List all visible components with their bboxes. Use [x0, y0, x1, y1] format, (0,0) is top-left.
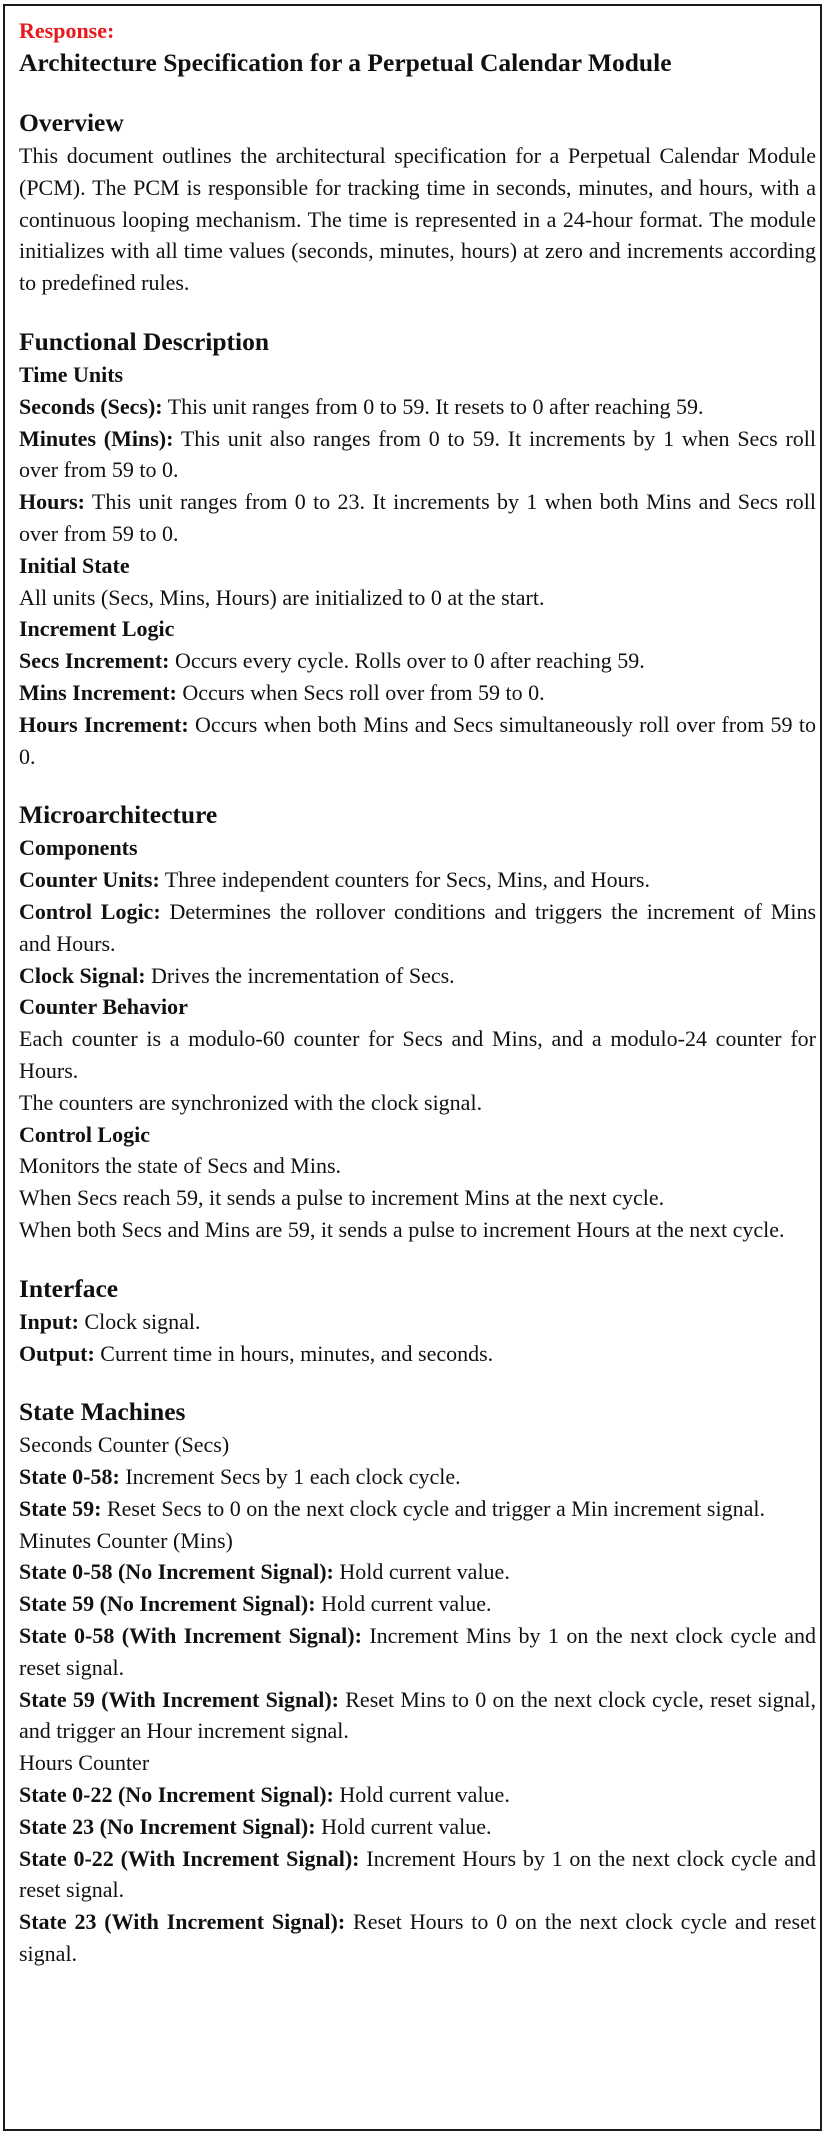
- component-item: [19, 896, 816, 960]
- item-text: Increment Hours by 1 on the next clock cycle and reset signal.: [19, 1845, 816, 1903]
- time-unit-item: [19, 486, 816, 550]
- item-label: Seconds (Secs):: [19, 393, 163, 419]
- item-label: Input:: [19, 1308, 79, 1334]
- overview-heading: Overview: [19, 108, 124, 137]
- item-label: State 0-58 (No Increment Signal):: [19, 1559, 334, 1585]
- mins-counter-title: Minutes Counter (Mins): [19, 1527, 233, 1553]
- interface-item: [19, 1338, 816, 1370]
- increment-logic-item: [19, 709, 816, 773]
- state-machines-heading: State Machines: [19, 1397, 186, 1427]
- control-logic-line: When Secs reach 59, it sends a pulse to increment Mins at the next cycle.: [19, 1185, 665, 1211]
- response-label: Response:: [19, 18, 115, 43]
- item-label: Clock Signal:: [19, 962, 146, 988]
- item-label: State 59 (No Increment Signal):: [19, 1591, 316, 1617]
- component-item: [19, 960, 816, 992]
- item-text: Drives the incrementation of Secs.: [145, 962, 455, 988]
- item-label: State 59 (With Increment Signal):: [19, 1686, 339, 1712]
- initial-state-text: All units (Secs, Mins, Hours) are initialized to 0 at the start.: [19, 584, 545, 610]
- state-item: [19, 1556, 816, 1588]
- component-item: [19, 864, 816, 896]
- item-label: Counter Units:: [19, 867, 160, 893]
- control-logic-line: Monitors the state of Secs and Mins.: [19, 1153, 342, 1179]
- state-item: [19, 1588, 816, 1620]
- item-label: State 23 (No Increment Signal):: [19, 1813, 316, 1839]
- item-label: Control Logic:: [19, 898, 161, 924]
- document-content: [19, 16, 816, 1970]
- time-units-heading: Time Units: [19, 361, 124, 387]
- time-unit-item: [19, 391, 816, 423]
- control-logic-line: When both Secs and Mins are 59, it sends a pulse to increment Hours at the next cycle.: [19, 1216, 785, 1242]
- item-label: State 0-22 (With Increment Signal):: [19, 1845, 360, 1871]
- item-label: Secs Increment:: [19, 648, 170, 674]
- counter-behavior-line: The counters are synchronized with the clock signal.: [19, 1089, 483, 1115]
- overview-text: This document outlines the architectural specification for a Perpetual Calendar Module (PCM). The PCM is responsible for tracking time in seconds, minutes, and hours, with a continuous looping mechanism. The time is represented in a 24-hour format. The module initializes with all time values (seconds, minutes, hours) at zero and increments according to predefined rules.: [19, 143, 816, 296]
- state-item: [19, 1811, 816, 1843]
- item-label: State 59:: [19, 1495, 102, 1521]
- item-text: Hold current value.: [333, 1782, 510, 1808]
- item-text: Clock signal.: [78, 1308, 201, 1334]
- counter-behavior-heading: Counter Behavior: [19, 994, 188, 1020]
- item-label: Minutes (Mins):: [19, 425, 174, 451]
- item-text: This unit ranges from 0 to 59. It resets to 0 after reaching 59.: [162, 393, 704, 419]
- microarchitecture-heading: Microarchitecture: [19, 800, 218, 830]
- secs-counter-title: Seconds Counter (Secs): [19, 1432, 230, 1458]
- hours-counter-title: Hours Counter: [19, 1750, 150, 1776]
- item-text: Occurs when both Mins and Secs simultaneously roll over from 59 to 0.: [19, 711, 816, 769]
- item-label: Hours Increment:: [19, 711, 189, 737]
- item-label: Hours:: [19, 489, 85, 515]
- state-item: [19, 1684, 816, 1748]
- item-text: Determines the rollover conditions and triggers the increment of Mins and Hours.: [19, 898, 817, 956]
- item-text: Reset Mins to 0 on the next clock cycle, reset signal, and trigger an Hour increment signal.: [19, 1686, 816, 1744]
- increment-logic-heading: Increment Logic: [19, 616, 175, 642]
- state-item: [19, 1843, 816, 1907]
- components-heading: Components: [19, 835, 138, 861]
- item-text: This unit also ranges from 0 to 59. It increments by 1 when Secs roll over from 59 to 0.: [19, 425, 816, 483]
- control-logic-heading: Control Logic: [19, 1121, 150, 1147]
- state-item: [19, 1906, 816, 1970]
- item-text: Reset Hours to 0 on the next clock cycle and reset signal.: [19, 1909, 816, 1967]
- item-label: Output:: [19, 1340, 95, 1366]
- item-text: Increment Secs by 1 each clock cycle.: [119, 1464, 461, 1490]
- document-frame: [3, 4, 822, 2131]
- interface-item: [19, 1306, 816, 1338]
- interface-heading: Interface: [19, 1273, 119, 1303]
- item-text: Reset Secs to 0 on the next clock cycle and trigger a Min increment signal.: [101, 1495, 765, 1521]
- increment-logic-item: [19, 677, 816, 709]
- item-text: Occurs every cycle. Rolls over to 0 after reaching 59.: [169, 648, 645, 674]
- item-text: Three independent counters for Secs, Mins, and Hours.: [159, 867, 650, 893]
- item-label: State 0-22 (No Increment Signal):: [19, 1782, 334, 1808]
- document-title: Architecture Specification for a Perpetual Calendar Module: [19, 48, 672, 77]
- functional-heading: Functional Description: [19, 326, 270, 356]
- initial-state-heading: Initial State: [19, 552, 130, 578]
- item-text: Occurs when Secs roll over from 59 to 0.: [176, 679, 545, 705]
- time-unit-item: [19, 423, 816, 487]
- item-text: Hold current value.: [315, 1813, 492, 1839]
- increment-logic-item: [19, 645, 816, 677]
- item-text: Increment Mins by 1 on the next clock cycle and reset signal.: [19, 1623, 816, 1680]
- item-text: Current time in hours, minutes, and seconds.: [94, 1340, 494, 1366]
- state-item: [19, 1461, 816, 1493]
- item-label: State 0-58:: [19, 1464, 120, 1490]
- item-text: This unit ranges from 0 to 23. It increments by 1 when both Mins and Secs roll over from 59 to 0.: [19, 489, 816, 546]
- item-label: State 23 (With Increment Signal):: [19, 1909, 346, 1935]
- item-text: Hold current value.: [315, 1591, 492, 1617]
- item-label: Mins Increment:: [19, 679, 177, 705]
- item-label: State 0-58 (With Increment Signal):: [19, 1623, 362, 1649]
- item-text: Hold current value.: [333, 1559, 510, 1585]
- state-item: [19, 1493, 816, 1525]
- counter-behavior-line: Each counter is a modulo-60 counter for Secs and Mins, and a modulo-24 counter for Hours.: [19, 1026, 816, 1083]
- state-item: [19, 1620, 816, 1684]
- state-item: [19, 1779, 816, 1811]
